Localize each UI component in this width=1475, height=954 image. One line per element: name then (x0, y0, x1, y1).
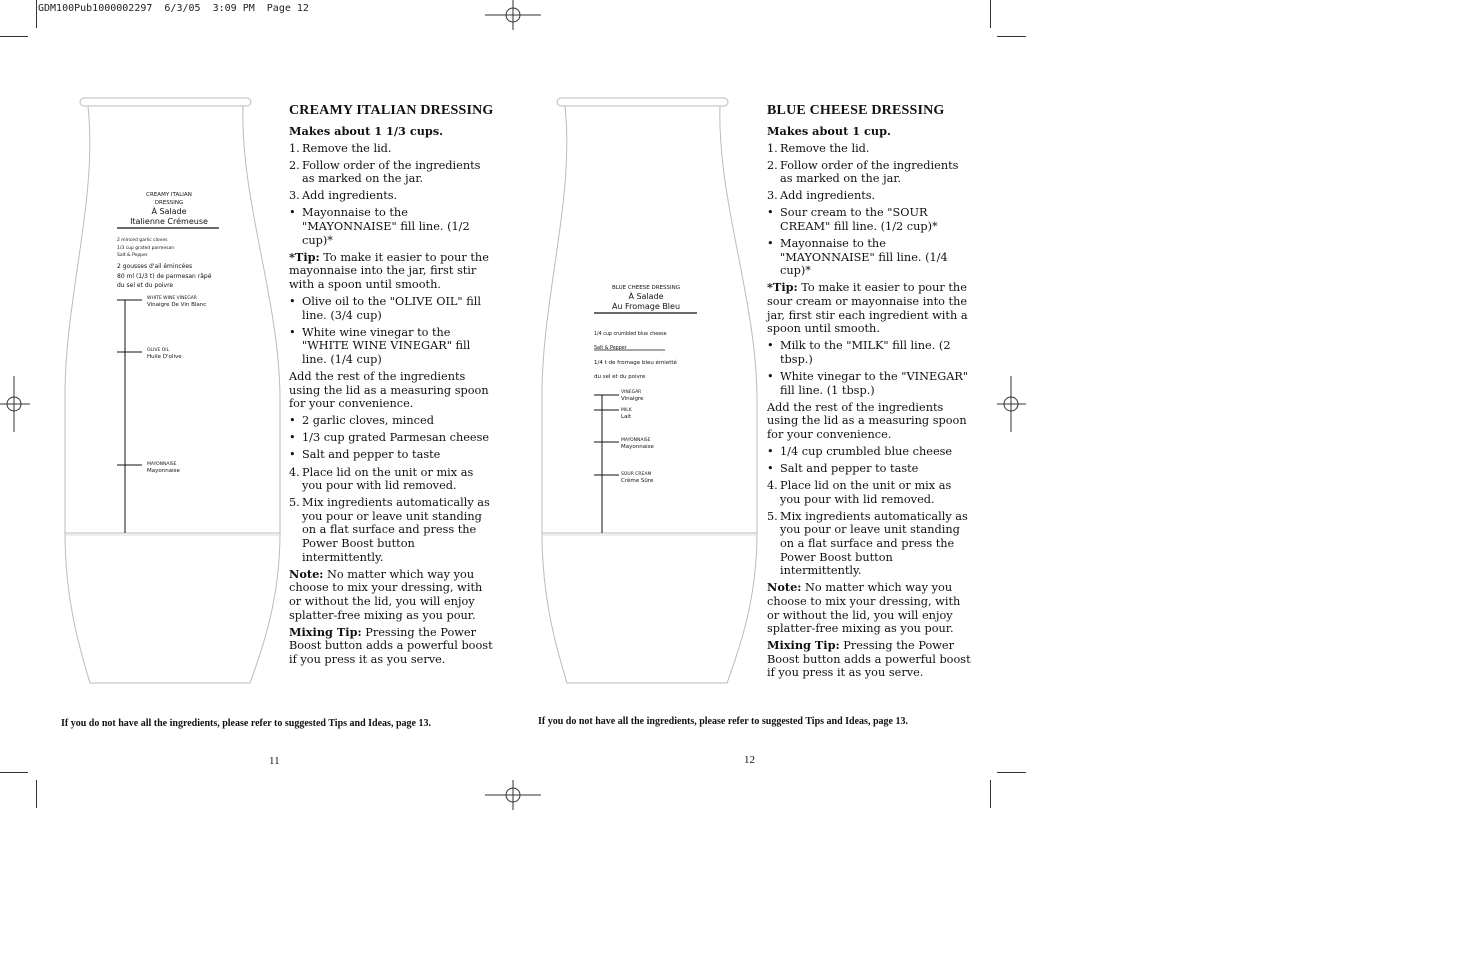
steps-list (289, 414, 495, 564)
list-item: • Salt and pepper to taste (289, 448, 441, 462)
jar-mark-sour-cream: SOUR CREAM Crème Sûre (621, 472, 654, 484)
list-item: 1. Remove the lid. (767, 141, 870, 155)
note-paragraph: Note: No matter which way you choose to mix your dressing, with or without the lid, you will enjoy splatter-free mixing as you pour. (767, 580, 961, 636)
jar-mark-mayonnaise: MAYONNAISE Mayonnaise (621, 438, 654, 450)
list-item: • 1/3 cup grated Parmesan cheese (289, 431, 490, 445)
mixing-tip-paragraph: Mixing Tip: Pressing the Power Boost button adds a powerful boost if you press it as you serve. (289, 624, 493, 666)
recipe-creamy-italian (289, 102, 495, 670)
jar-mark-vinegar: VINEGAR Vinaigre (621, 390, 644, 402)
jar-ingredients-en-right: 1/4 cup crumbled blue cheese Salt & Pepper (594, 332, 667, 351)
jar-mark-mayonnaise: MAYONNAISE Mayonnaise (147, 462, 180, 474)
recipe-yield: Makes about 1 cup. (767, 124, 891, 138)
jar-mark-milk: MILK Lait (621, 408, 632, 420)
steps-list (767, 142, 973, 278)
add-rest-paragraph: Add the rest of the ingredients using the lid as a measuring spoon for your convenience. (767, 400, 967, 441)
tip-paragraph: *Tip: To make it easier to pour the sour cream or mayonnaise into the jar, first stir each ingredient with a spoon until smooth. (767, 280, 968, 336)
recipe-yield: Makes about 1 1/3 cups. (289, 124, 444, 138)
recipe-title: BLUE CHEESE DRESSING (767, 103, 945, 118)
jar-title-right: BLUE CHEESE DRESSING À Salade Au Fromage Bleu (611, 285, 681, 311)
note-paragraph: Note: No matter which way you choose to mix your dressing, with or without the lid, you will enjoy splatter-free mixing as you pour. (289, 566, 483, 622)
steps-list (289, 295, 495, 366)
list-item: 5. Mix ingredients automatically as you pour or leave unit standing on a flat surface and press the Power Boost button intermittently. (289, 496, 490, 564)
page-number-left: 11 (269, 755, 280, 767)
tip-paragraph: *Tip: To make it easier to pour the mayonnaise into the jar, first stir with a spoon until smooth. (289, 249, 489, 291)
jar-ingredients-fr-left: 2 gousses d'ail émincées 80 ml (1/3 t) de parmesan râpé du sel et du poivre (117, 263, 212, 289)
list-item: 1. Remove the lid. (289, 141, 392, 155)
registration-mark-bottom (485, 780, 541, 810)
list-item: • Salt and pepper to taste (767, 462, 919, 476)
list-item: • 1/4 cup crumbled blue cheese (767, 444, 953, 458)
list-item: 2. Follow order of the ingredients as marked on the jar. (767, 158, 959, 186)
list-item: • Milk to the "MILK" fill line. (2 tbsp.) (767, 339, 951, 366)
footer-note-left: If you do not have all the ingredients, please refer to suggested Tips and Ideas, page 13. (61, 718, 431, 729)
jar-title-left: CREAMY ITALIAN DRESSING À Salade Italienne Crémeuse (130, 192, 208, 226)
registration-mark-top (485, 0, 541, 30)
list-item: 4. Place lid on the unit or mix as you pour with lid removed. (289, 465, 474, 493)
list-item: • Olive oil to the "OLIVE OIL" fill line. (3/4 cup) (289, 295, 481, 322)
page-number-right: 12 (744, 754, 755, 766)
jar-ingredients-fr-right: 1/4 t de fromage bleu émietté du sel et du poivre (594, 360, 677, 380)
steps-list (767, 339, 973, 397)
recipe-blue-cheese (767, 102, 973, 683)
recipe-title: CREAMY ITALIAN DRESSING (289, 103, 494, 118)
list-item: • Sour cream to the "SOUR CREAM" fill line. (1/2 cup)* (767, 206, 938, 234)
steps-list (289, 142, 495, 248)
jar-mark-olive-oil: OLIVE OIL Huile D'olive (147, 348, 182, 360)
jar-mark-white-wine-vinegar: WHITE WINE VINEGAR Vinaigre De Vin Blanc (147, 296, 207, 308)
list-item: 2. Follow order of the ingredients as marked on the jar. (289, 158, 481, 186)
list-item: • 2 garlic cloves, minced (289, 414, 434, 428)
registration-mark-right (997, 376, 1026, 432)
registration-mark-left (0, 376, 30, 432)
jar-outline-left (65, 98, 280, 683)
print-slug: GDM100Pub1000002297 6/3/05 3:09 PM Page 12 (38, 3, 309, 14)
list-item: 5. Mix ingredients automatically as you pour or leave unit standing on a flat surface and press the Power Boost button intermittently. (767, 509, 968, 578)
list-item: 4. Place lid on the unit or mix as you pour with lid removed. (767, 479, 952, 506)
list-item: • Mayonnaise to the "MAYONNAISE" fill line. (1/2 cup)* (289, 206, 470, 247)
steps-list (767, 445, 973, 578)
list-item: • White vinegar to the "VINEGAR" fill line. (1 tbsp.) (767, 370, 969, 397)
list-item: 3. Add ingredients. (767, 189, 876, 203)
jar-outline-right (542, 98, 757, 683)
add-rest-paragraph: Add the rest of the ingredients using the lid as a measuring spoon for your convenience. (289, 370, 489, 411)
mixing-tip-paragraph: Mixing Tip: Pressing the Power Boost button adds a powerful boost if you press it as you serve. (767, 638, 971, 680)
list-item: • Mayonnaise to the "MAYONNAISE" fill line. (1/4 cup)* (767, 237, 948, 278)
footer-note-right: If you do not have all the ingredients, please refer to suggested Tips and Ideas, page 13. (538, 716, 908, 727)
list-item: • White wine vinegar to the "WHITE WINE VINEGAR" fill line. (1/4 cup) (289, 325, 471, 366)
jar-ingredients-en-left: 2 minced garlic cloves 1/3 cup grated parmesan Salt & Pepper (117, 238, 175, 258)
list-item: 3. Add ingredients. (289, 189, 398, 203)
